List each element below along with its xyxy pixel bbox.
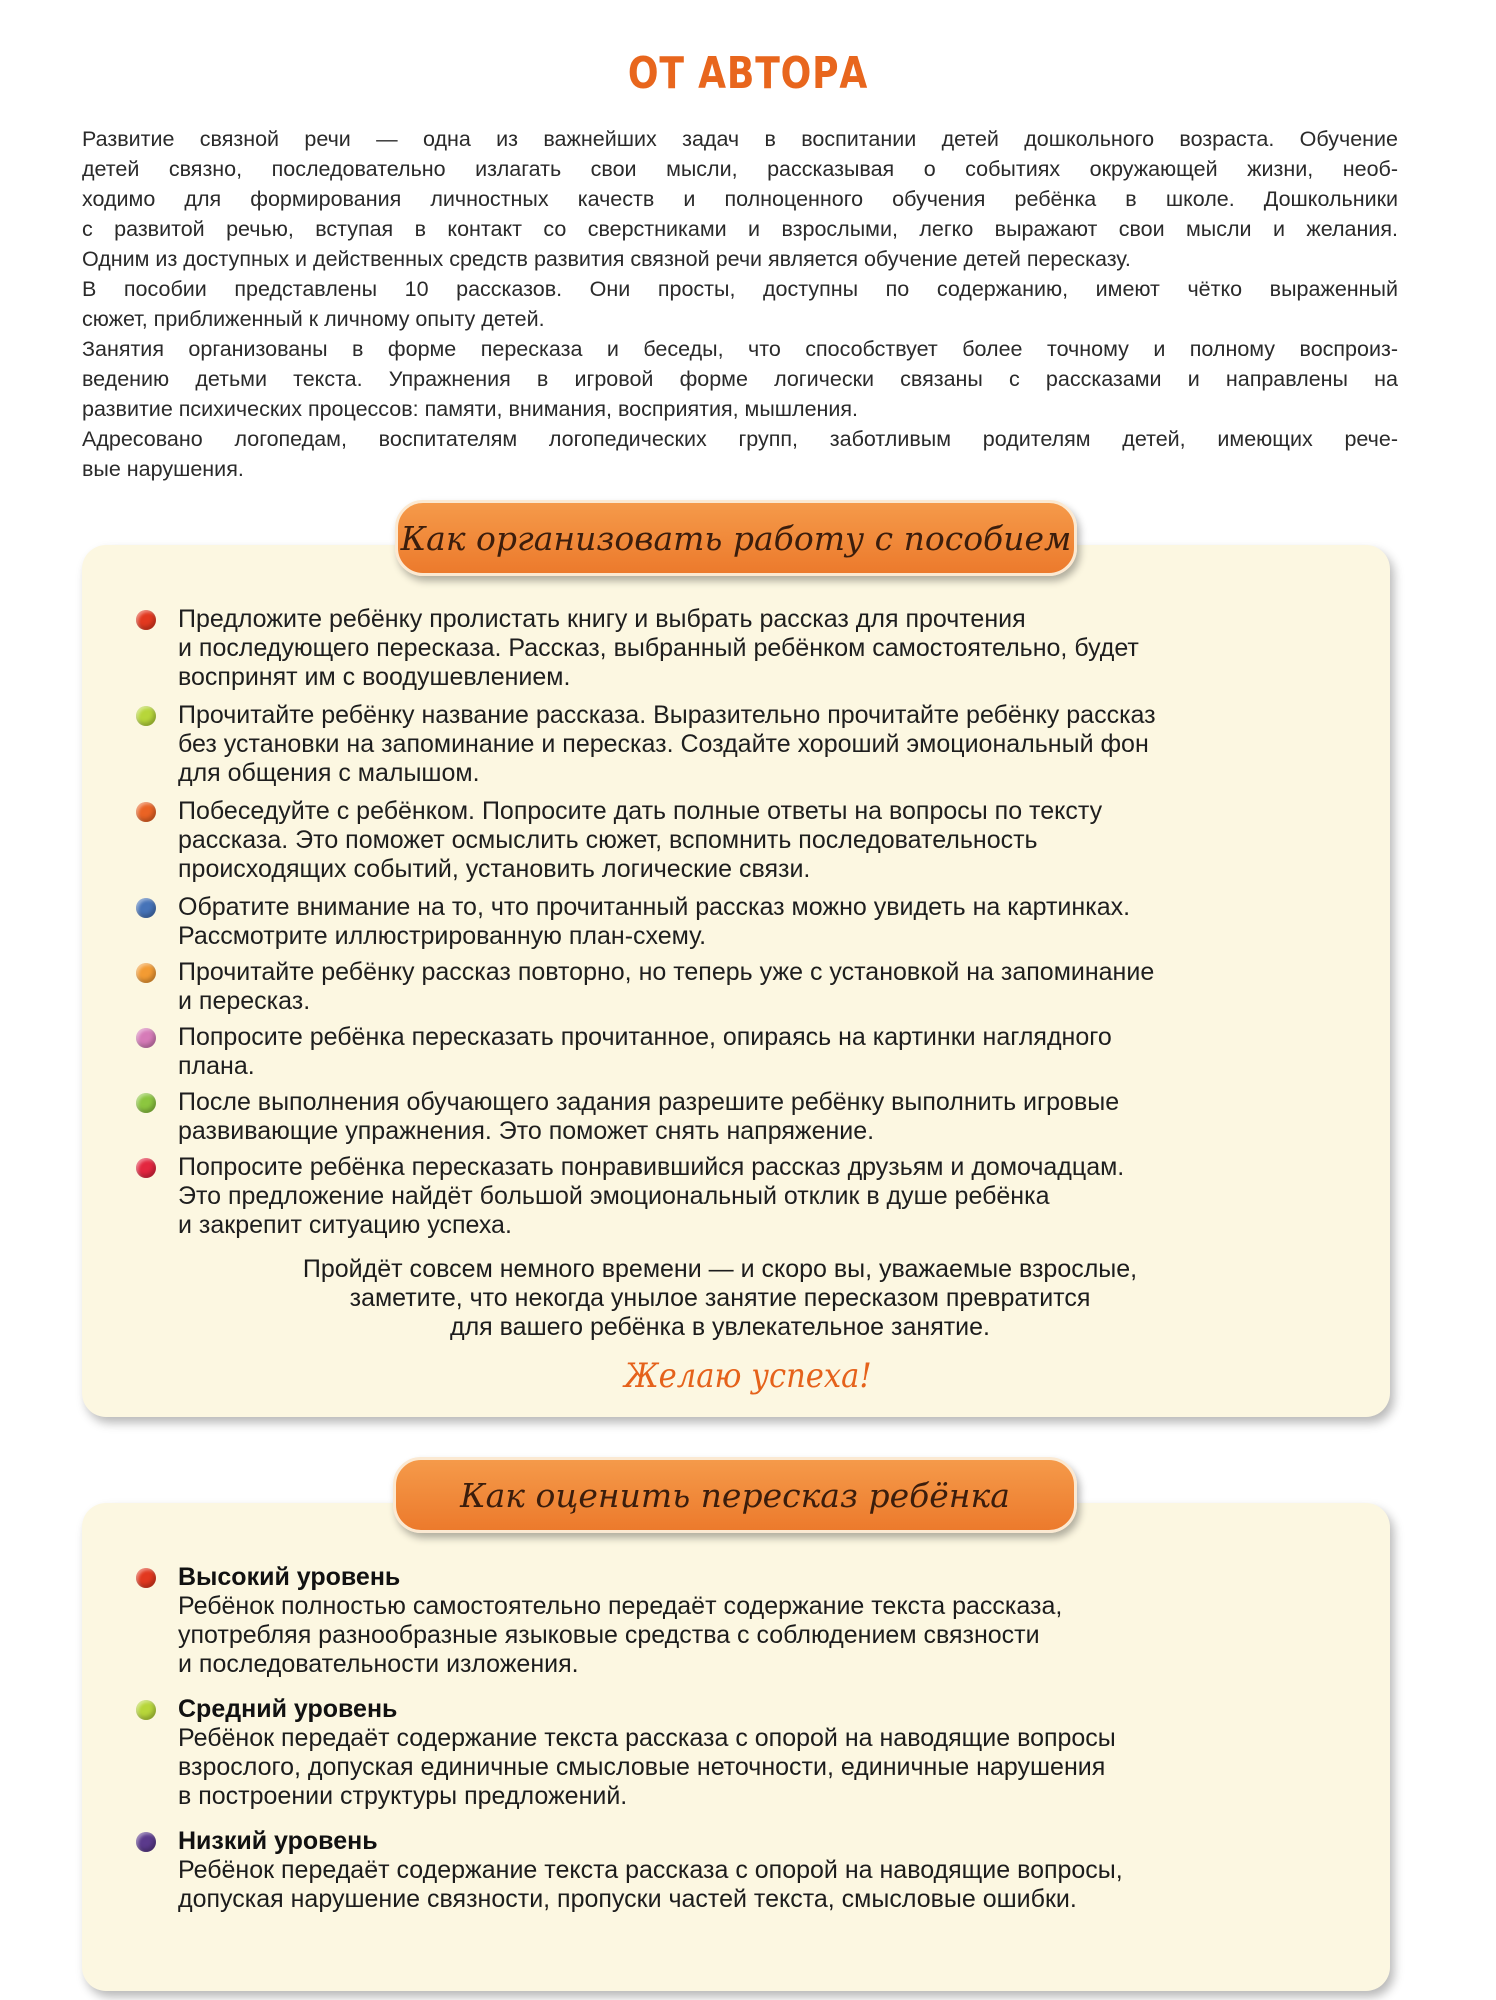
- step-line: Предложите ребёнку пролистать книгу и выбрать рассказ для прочтения: [178, 605, 1026, 633]
- intro-line: развитие психических процессов: памяти, внимания, восприятия, мышления.: [82, 397, 859, 421]
- blue-bullet-icon: [136, 898, 156, 918]
- step-item: [178, 1088, 1328, 1146]
- level-line: в построении структуры предложений.: [178, 1782, 628, 1810]
- intro-line: детей связно, последовательно излагать свои мысли, рассказывая о событиях окружающей жизни, необ-: [82, 157, 1398, 181]
- step-line: и пересказ.: [178, 987, 311, 1015]
- level-line: Ребёнок передаёт содержание текста рассказа с опорой на наводящие вопросы,: [178, 1856, 1123, 1884]
- red-bullet-icon: [136, 610, 156, 630]
- step-line: Попросите ребёнка пересказать понравившийся рассказ друзьям и домочадцам.: [178, 1153, 1125, 1181]
- level-line: Ребёнок передаёт содержание текста рассказа с опорой на наводящие вопросы: [178, 1724, 1116, 1752]
- step-line: Это предложение найдёт большой эмоциональный отклик в душе ребёнка: [178, 1182, 1050, 1210]
- how-to-work-heading: Как организовать работу с пособием: [395, 500, 1077, 576]
- light-green-bullet-icon: [136, 706, 156, 726]
- step-item: [178, 605, 1328, 692]
- step-item: [178, 701, 1328, 788]
- level-title: Низкий уровень: [178, 1827, 378, 1855]
- step-line: воспринят им с воодушевлением.: [178, 663, 571, 691]
- step-line: плана.: [178, 1052, 255, 1080]
- intro-line: сюжет, приближенный к личному опыту детей.: [82, 307, 545, 331]
- intro-line: ведению детьми текста. Упражнения в игровой форме логически связаны с рассказами и направлены на: [82, 367, 1398, 391]
- level-title: Высокий уровень: [178, 1563, 401, 1591]
- step-item: [178, 1153, 1328, 1240]
- intro-line: с развитой речью, вступая в контакт со сверстниками и взрослыми, легко выражают свои мысли и желания.: [82, 217, 1398, 241]
- level-item-medium: [178, 1695, 1328, 1811]
- step-line: После выполнения обучающего задания разрешите ребёнку выполнить игровые: [178, 1088, 1120, 1116]
- evaluation-heading: Как оценить пересказ ребёнка: [393, 1457, 1077, 1533]
- intro-line: Одним из доступных и действенных средств развития связной речи является обучение детей пересказу.: [82, 247, 1131, 271]
- red-bullet-icon: [136, 1568, 156, 1588]
- step-line: Прочитайте ребёнку рассказ повторно, но теперь уже с установкой на запоминание: [178, 958, 1155, 986]
- step-line: и последующего пересказа. Рассказ, выбранный ребёнком самостоятельно, будет: [178, 634, 1139, 662]
- closing-line: заметите, что некогда унылое занятие пересказом превратится: [349, 1284, 1091, 1312]
- closing-line: Пройдёт совсем немного времени — и скоро вы, уважаемые взрослые,: [302, 1255, 1138, 1283]
- level-line: употребляя разнообразные языковые средства с соблюдением связности: [178, 1621, 1040, 1649]
- intro-line: Адресовано логопедам, воспитателям логопедических групп, заботливым родителям детей, имеющих рече-: [82, 427, 1398, 451]
- closing-line: для вашего ребёнка в увлекательное занятие.: [450, 1313, 990, 1341]
- purple-bullet-icon: [136, 1832, 156, 1852]
- green-bullet-icon: [136, 1093, 156, 1113]
- level-item-high: [178, 1563, 1328, 1679]
- step-line: без установки на запоминание и пересказ. Создайте хороший эмоциональный фон: [178, 730, 1149, 758]
- step-item: [178, 893, 1328, 951]
- level-title: Средний уровень: [178, 1695, 398, 1723]
- intro-line: вые нарушения.: [82, 457, 244, 481]
- step-line: Побеседуйте с ребёнком. Попросите дать полные ответы на вопросы по тексту: [178, 797, 1103, 825]
- level-line: допуская нарушение связности, пропуски частей текста, смысловые ошибки.: [178, 1885, 1077, 1913]
- crimson-bullet-icon: [136, 1158, 156, 1178]
- step-line: Рассмотрите иллюстрированную план-схему.: [178, 922, 707, 950]
- level-item-low: [178, 1827, 1328, 1914]
- step-line: рассказа. Это поможет осмыслить сюжет, вспомнить последовательность: [178, 826, 1038, 854]
- level-line: взрослого, допуская единичные смысловые неточности, единичные нарушения: [178, 1753, 1106, 1781]
- intro-line: В пособии представлены 10 рассказов. Они просты, доступны по содержанию, имеют чётко выраженный: [82, 277, 1398, 301]
- step-item: [178, 797, 1328, 884]
- step-line: и закрепит ситуацию успеха.: [178, 1211, 512, 1239]
- light-green-bullet-icon: [136, 1700, 156, 1720]
- intro-text: [82, 124, 1398, 484]
- level-line: Ребёнок полностью самостоятельно передаёт содержание текста рассказа,: [178, 1592, 1063, 1620]
- step-line: развивающие упражнения. Это поможет снять напряжение.: [178, 1117, 875, 1145]
- level-line: и последовательности изложения.: [178, 1650, 579, 1678]
- step-line: Попросите ребёнка пересказать прочитанное, опираясь на картинки наглядного: [178, 1023, 1112, 1051]
- step-line: Обратите внимание на то, что прочитанный рассказ можно увидеть на картинках.: [178, 893, 1131, 921]
- yellow-orange-bullet-icon: [136, 963, 156, 983]
- step-item: [178, 958, 1328, 1016]
- closing-paragraph: [100, 1255, 1340, 1342]
- step-line: для общения с малышом.: [178, 759, 480, 787]
- intro-line: Развитие связной речи — одна из важнейших задач в воспитании детей дошкольного возраста. Обучение: [82, 127, 1398, 151]
- step-item: [178, 1023, 1328, 1081]
- intro-line: ходимо для формирования личностных качеств и полноценного обучения ребёнка в школе. Дошкольники: [82, 187, 1398, 211]
- page-title: ОТ АВТОРА: [627, 48, 869, 99]
- wish-signature: Желаю успеха!: [624, 1356, 872, 1396]
- pink-bullet-icon: [136, 1028, 156, 1048]
- step-line: Прочитайте ребёнку название рассказа. Выразительно прочитайте ребёнку рассказ: [178, 701, 1156, 729]
- intro-line: Занятия организованы в форме пересказа и беседы, что способствует более точному и полному воспроиз-: [82, 337, 1398, 361]
- orange-bullet-icon: [136, 802, 156, 822]
- step-line: происходящих событий, установить логические связи.: [178, 855, 811, 883]
